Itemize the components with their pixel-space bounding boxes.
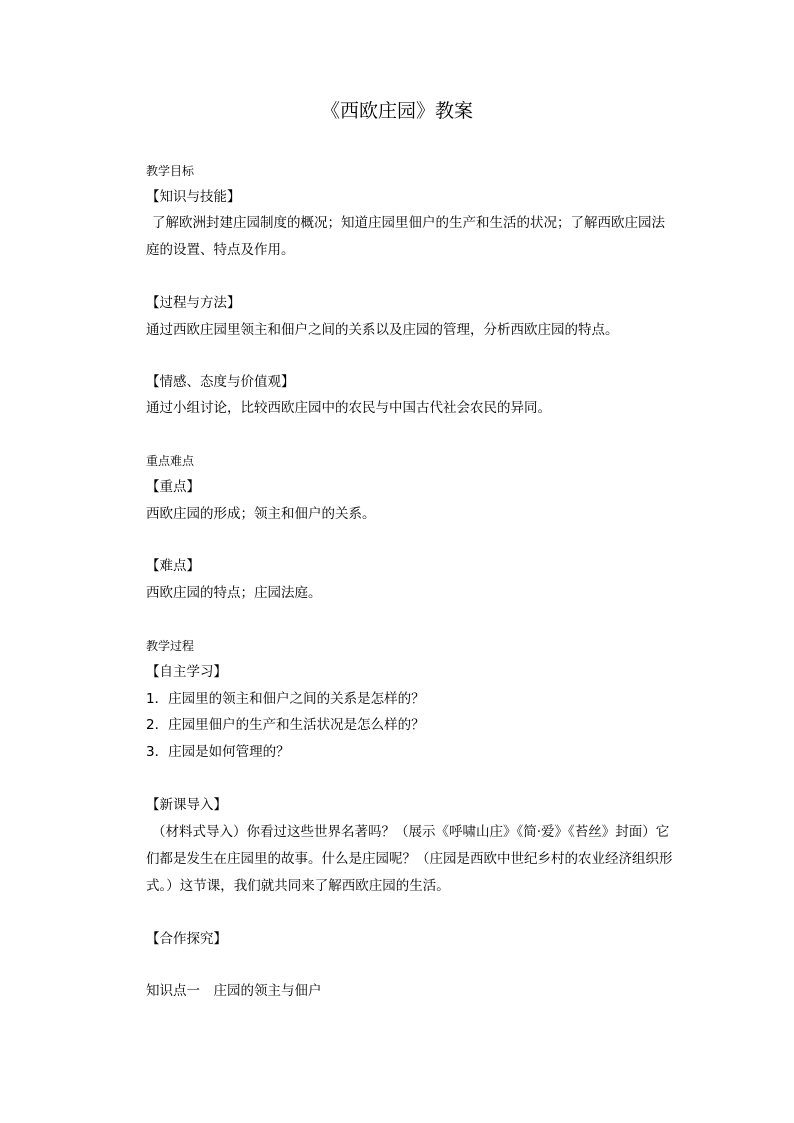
subheading-knowledge: 【知识与技能】 bbox=[146, 189, 241, 205]
subheading-cooperation: 【合作探究】 bbox=[146, 931, 227, 947]
paragraph-process: 通过西欧庄园里领主和佃户之间的关系以及庄园的管理，分析西欧庄园的特点。 bbox=[146, 322, 619, 338]
subheading-difficult: 【难点】 bbox=[146, 558, 200, 574]
paragraph-difficult: 西欧庄园的特点；庄园法庭。 bbox=[146, 585, 322, 601]
paragraph-key: 西欧庄园的形成；领主和佃户的关系。 bbox=[146, 506, 376, 522]
paragraph-knowledge-line-2: 庭的设置、特点及作用。 bbox=[146, 242, 295, 258]
section-heading-key-points: 重点难点 bbox=[146, 454, 195, 468]
paragraph-knowledge-line-1: 了解欧洲封建庄园制度的概况；知道庄园里佃户的生产和生活的状况；了解西欧庄园法 bbox=[152, 215, 665, 231]
section-heading-process: 教学过程 bbox=[146, 639, 195, 653]
paragraph-intro-line-3: 式。）这节课，我们就共同来了解西欧庄园的生活。 bbox=[146, 878, 450, 894]
subheading-key: 【重点】 bbox=[146, 479, 200, 495]
list-item-question-2: 2．庄园里佃户的生产和生活状况是怎么样的？ bbox=[146, 717, 425, 733]
list-item-question-3: 3．庄园是如何管理的？ bbox=[146, 744, 290, 760]
knowledge-point-heading: 知识点一 庄园的领主与佃户 bbox=[146, 983, 322, 999]
paragraph-intro-line-2: 们都是发生在庄园里的故事。什么是庄园呢？（庄园是西欧中世纪乡村的农业经济组织形 bbox=[146, 851, 673, 867]
subheading-attitude: 【情感、态度与价值观】 bbox=[146, 374, 295, 390]
list-item-question-1: 1．庄园里的领主和佃户之间的关系是怎样的？ bbox=[146, 691, 425, 707]
document-title: 《西欧庄园》教案 bbox=[320, 100, 473, 122]
paragraph-intro-line-1: （材料式导入）你看过这些世界名著吗？（展示《呼啸山庄》《简·爱》《苔丝》封面）它 bbox=[152, 824, 670, 840]
subheading-process: 【过程与方法】 bbox=[146, 295, 241, 311]
paragraph-attitude: 通过小组讨论，比较西欧庄园中的农民与中国古代社会农民的异同。 bbox=[146, 400, 551, 416]
subheading-self-study: 【自主学习】 bbox=[146, 664, 227, 680]
subheading-intro: 【新课导入】 bbox=[146, 797, 227, 813]
section-heading-objectives: 教学目标 bbox=[146, 164, 195, 178]
